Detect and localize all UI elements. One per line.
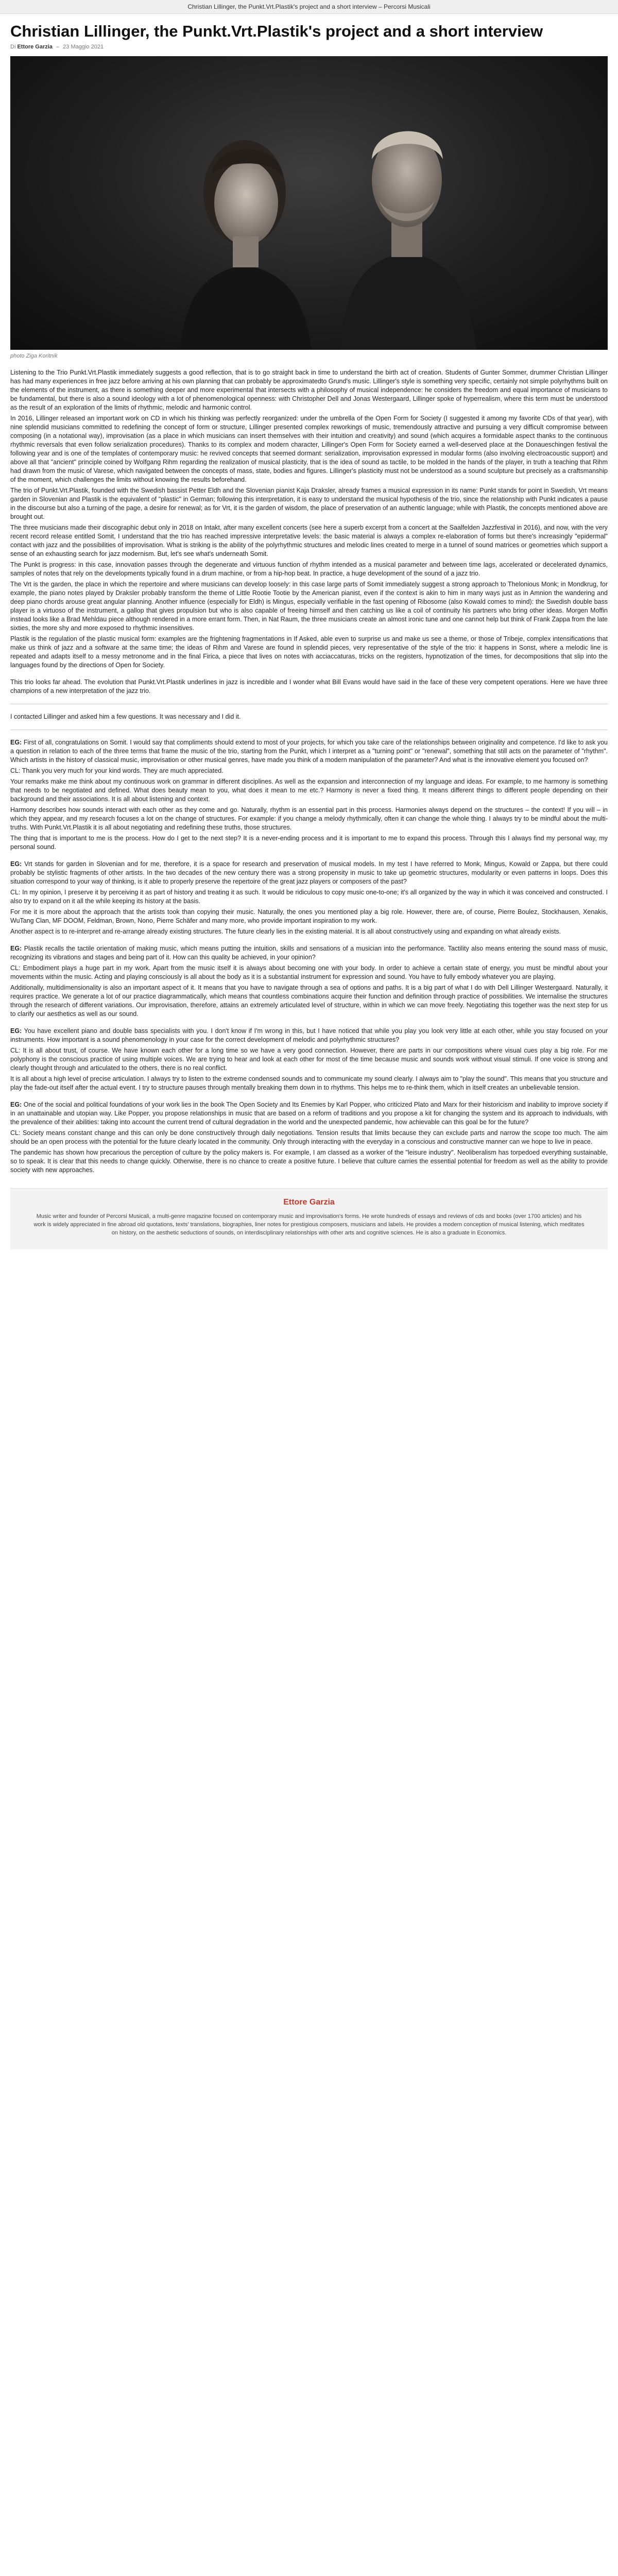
article-title: Christian Lillinger, the Punkt.Vrt.Plastik's project and a short interview xyxy=(10,22,543,40)
intro-paragraph: Plastik is the regulation of the plastic musical form: examples are the frightening fragmentations in If Asked, able even to surprise us and make us see a theme, or those of Tribeje, complex intensifications that make us think of jazz and a software at the same time; the ideas of Rihm and Varese are found in splendid pieces, very representative of the style of the trio: it happens in Sonst, where a melodic line is repeated and adapts itself to a messy metronome and in the final Firica, a piece that lives on notes with acciaccaturas, tricks on the registers, hypnotization of the times, for decompositions that slip into the languages found by the directions of Open for Society. xyxy=(10,635,608,669)
intro-paragraph: Listening to the Trio Punkt.Vrt.Plastik immediately suggests a good reflection, that is to go straight back in time to understand the birth act of creation. Students of Gunter Sommer, drummer Christian Lillinger has had many experiences in free jazz before arriving at his own planning that can probably be approximatedto Grund's music. Lillinger's style is something very specific, certainly not simple polyrhythms built on the elements of the instrument, as there is something deeper and more experimental that intersects with a philosophy of musical independence: he considers the freedom and equal importance of musicians to be fundamental, but there is also a sound ideology with a lot of phenomenological openness: with Christopher Dell and Jonas Westergaard, Lillinger spoke of hyperrealism, where this term must be understood as the result of an exploration of the limits of rhythmic, melodic and harmonic control. xyxy=(10,369,608,411)
author-box-name[interactable]: Ettore Garzia xyxy=(283,1198,335,1207)
question-tag: EG: xyxy=(10,1101,22,1108)
author-box-bio: Music writer and founder of Percorsi Musicali, a multi-genre magazine focused on contemporary music and improvisation's forms. He wrote hundreds of essays and reviews of cds and books (over 1700 articles) and his work is widely appreciated in fine abroad old quotations, texts' translations, biographies, liner notes for prestigious composers, musicians and labels. He provides a modern conception of musical listening, which meditates on history, on the aesthetic seductions of sounds, on interdisciplinary relationships with other arts and cognitive sciences. He is also a graduate in Economics. xyxy=(33,1213,585,1236)
article-body xyxy=(10,368,608,1175)
intro-paragraph: The trio of Punkt.Vrt.Plastik, founded with the Swedish bassist Petter Eldh and the Slovenian pianist Kaja Draksler, already frames a musical expression in its name: Punkt stands for point in Swedish, Vrt means garden in Slovenian and Plastik is the equivalent of "plastic" in German; following this interpretation, it is easy to understand the musical hypothesis of the trio, since the relationship with Punkt indicates a pause in the discourse but also a turning of the page, a desire for renewal; as for Vrt, it is the garden of wisdom, the place of preservation of an authentic language; while with Plastik, the concepts mentioned above are brought out. xyxy=(10,487,608,520)
interview-question xyxy=(10,1100,608,1127)
byline-separator: – xyxy=(56,44,60,50)
photo-caption: photo Ziga Koritnik xyxy=(10,353,58,359)
person-left-figure xyxy=(180,140,312,350)
publish-date: 23 Maggio 2021 xyxy=(63,44,104,50)
interview-answer: The thing that is important to me is the process. How do I get to the next step? It is a never-ending process and it is important to me to expand this process. Through this I always find my personal way, my personal sound. xyxy=(10,835,608,851)
author-box xyxy=(10,1188,608,1249)
author-link[interactable]: Ettore Garzia xyxy=(17,44,53,50)
question-tag: EG: xyxy=(10,1027,22,1035)
interview-answer: For me it is more about the approach that the artists took than copying their music. Naturally, the ones you mentioned play a big role. However, there are, of course, Pierre Boulez, Stockhausen, Xenakis, WuTang Clan, MF DOOM, Feldman, Brown, Nono, Pierre Schäfer and many more, who provide important inspiration to my work. xyxy=(10,908,608,924)
interview-question xyxy=(10,1027,608,1044)
byline-prefix: Di xyxy=(10,44,16,50)
interview-answer: CL: Thank you very much for your kind words. They are much appreciated. xyxy=(10,767,224,774)
question-tag: EG: xyxy=(10,945,22,952)
interview-answer: CL: In my opinion, I preserve it by perceiving it as part of history and treating it as such. It would be ridiculous to copy music one-to-one; it's all organized by the way in which it was conceived and constructed. I also try to expand on it all the while keeping its history at the basis. xyxy=(10,889,608,905)
intro-paragraph: In 2016, Lillinger released an important work on CD in which his thinking was perfectly reorganized: under the umbrella of the Open Form for Society (I suggested it among my favorite CDs of that year), with nine splendid musicians committed to redefining the concept of form or structure, Lillinger presented complex reworkings of music, tremendously attractive and pursuing a very difficult compromise between composing (in a notational way), improvisation (as a place in which musicians can insert themselves with their intuition and creativity) and sound (which acquires a formidable aspect thanks to the continuous rhythmic reversals that even follow serialization procedures). Thanks to its complex and modern character, Lillinger's Open Form for Society earned a well-deserved place at the Donaueschingen festival the following year and is one of the templates of contemporary music: he revived concepts that seemed dormant: serialization, improvisation expressed in modular forms (also involving electroacoustic support) and above all that "ancient" principle coined by Wolfgang Rihm regarding the realization of musical plasticity, that is the idea of sound as tactile, to be molded in the hands of the player, in truth a teaching that Rihm had drawn from the music of Varese, which navigated between the concepts of mass, state, bodies and figures. Lillinger's plasticity must not be understood as a sound sculpture but precisely as a craftsmanship of the moment, which challenges the limits without knowing the results beforehand. xyxy=(10,415,608,483)
intro-paragraph: The Punkt is progress: in this case, innovation passes through the degenerate and virtuous function of rhythm intended as a musical parameter and between time lags, accelerated or decelerated dynamics, samples of notes that rely on the developments typically found in a drum machine, or from a hip-hop beat. In practice, a huge development of the sound of a jazz trio. xyxy=(10,561,608,577)
intro-paragraph: The Vrt is the garden, the place in which the repertoire and where musicians can develop loosely: in this case large parts of Somit immediately suggest a strong approach to Thelonious Monk; in Mondkrug, for example, the piano notes played by Draksler probably transform the theme of Little Rootie Tootie by the American pianist, even if the context is akin to him in many ways just as in Amnion the wandering and deep piano chords arouse great angular planning. Another influence (especially for Eldh) is Mingus, especially verifiable in the fast opening of Ribosome (also Kowald comes to mind): the Swedish double bass player is a virtuoso of the instrument, a gallop that gives propulsion but who is also capable of freeing himself and then catching us like a coil of continuity his partners who bring other ideas. Morgen Moffin instead looks like a Brad Mehldau piece although rendered in a more errant form. Then, in Nat Raum, the three musicians create an almost ironic tune and one cannot help but think of Frank Zappa from the late sixties, the more shy and more exposed to rhythmic insensitives. xyxy=(10,581,608,632)
interview-answer: CL: It is all about trust, of course. We have known each other for a long time so we have a very good connection. However, there are parts in our compositions where visual cues play a big role. For me polyphony is the conscious practice of using multiple voices. We are trying to hear and look at each other for most of the time because music and sounds work without visual stimuli. If one voice is strong and clearly thought through and articulated to the others, there is no real conflict. xyxy=(10,1047,608,1072)
interview-answer: Your remarks make me think about my continuous work on grammar in different disciplines. As well as the expansion and interconnection of my language and ideas. For example, to me harmony is something that needs to be negotiated and defined. What does beauty mean to you, what does it mean to me etc.? Harmony is never a fixed thing. It means different things to different people depending on their background and their associations. It is all about listening and context. xyxy=(10,778,608,803)
interview-answer: Harmony describes how sounds interact with each other as they come and go. Naturally, rhythm is an essential part in this process. Harmonies always depend on the structures – the context! If you will – in which they appear, and my research focuses a lot on the change of structures. For example: if you change a melody rhythmically, often it can change the whole thing. I always try to be mindful about the multi-truths. With Punkt.Vrt.Plastik it is all about negotiating and redefining these truths, those structures. xyxy=(10,806,608,831)
question-text: Vrt stands for garden in Slovenian and for me, therefore, it is a space for research and preservation of musical models. In my test I have referred to Monk, Mingus, Kowald or Zappa, but there could probably be stylistic fragments of other artists. In the two decades of the new century there was a strong propensity in music to take up geometric structures, modularity or even patterns in loops. Does this situation correspond to your way of thinking, is it able to properly preserve the repertoire of the great jazz players or composers of the past? xyxy=(10,860,608,885)
interview-answer: CL: Society means constant change and this can only be done constructively through daily negotiations. Tension results that limits because they can exclude parts and narrow the scope too much. The aim should be an open process with the potential for the future clearly located in the community. Only through interacting with the everyday in a conscious and constructive manner can we hope to live in peace. xyxy=(10,1129,608,1145)
hero-photo-illustration xyxy=(10,56,608,350)
interview-question xyxy=(10,738,608,765)
question-tag: EG: xyxy=(10,739,22,746)
question-text: You have excellent piano and double bass specialists with you. I don't know if I'm wrong in this, but I have noticed that while you play you look very little at each other, while you stay focused on your instruments. How important is a sound phenomenology in your case for the correct development of melodic and polyrhythmic structures? xyxy=(10,1027,608,1043)
interview-answer: It is all about a high level of precise articulation. I always try to listen to the extreme condensed sounds and to communicate my sound clearly. I always aim to "play the sound". This means that you structure and play the fade-out itself after the actual event. I try to structure pauses through mentally breaking them down in to rhythms. This helps me to re-think them, which in itself creates an unbelievable tension. xyxy=(10,1075,608,1091)
question-text: First of all, congratulations on Somit. I would say that compliments should extend to most of your projects, for which you take care of the relationships between originality and competence. I'd like to ask you a question in relation to each of the three terms that frame the music of the trio, starting from the Punkt, which I interpret as a "turning point" or "renewal", something that still acts on the parameter of "rhythm". Which artists in the history of classical music, improvisation or other musical genres, have made you think of a modern manipulation of the parameter? And what is the innovative element you focused on? xyxy=(10,739,608,764)
intro-paragraph: The three musicians made their discographic debut only in 2018 on Intakt, after many excellent concerts (see here a superb excerpt from a concert at the Saalfelden Jazzfestival in 2016), and now, with the very recent record release entitled Somit, I understand that the trio has reached impressive interpretative levels: the basic material is always a complex re-elaboration of forms but there's increasingly "epidermal" contact with jazz and the possibilities of improvisation. What is striking is the ability of the polyrhythmic structures and melodic lines created to merge in a tunnel of sound matrices or geometries which support a sense of an exhausting search for jazz modernism. But, let's see what's underneath Somit. xyxy=(10,524,608,557)
interview-question xyxy=(10,944,608,962)
browser-tab-title: Christian Lillinger, the Punkt.Vrt.Plastik's project and a short interview – Percorsi Musicali xyxy=(0,0,618,14)
question-text: Plastik recalls the tactile orientation of making music, which means putting the intuition, skills and sensations of a musician into the performance. Tactility also means entering the sound mass of music, recognizing its vibrations and stages and being part of it. How can this quality be achieved, in your opinion? xyxy=(10,945,608,961)
interview-answer: Additionally, multidimensionality is also an important aspect of it. It means that you have to navigate through a sea of options and paths. It is a big part of what I do with Dell Lillinger Westergaard. Naturally, it requires practice. We generate a lot of our practice diagrammatically, which means that countless combinations acquire their function and definition through practice of possibilities. We internalise the structures through the research of different variations. Our improvisation, therefore, attains an extremely articulated level of structure, within in which we can move freely. Negotiating this together was the next step for us to clarify our aesthetics as well as our sound. xyxy=(10,984,608,1018)
interview-answer: Another aspect is to re-interpret and re-arrange already existing structures. The future clearly lies in the existing material. It is all about constructively using and expanding on what already exists. xyxy=(10,928,561,935)
interview-answer: CL: Embodiment plays a huge part in my work. Apart from the music itself it is always about becoming one with your body. In order to achieve a certain state of energy, you must be mindful about your movements within the music. Acting and playing consciously is all about the body as it is a substantial instrument for expression and sound. You have to fully embody whatever you are playing. xyxy=(10,964,608,980)
byline xyxy=(10,44,608,50)
person-right-figure xyxy=(340,131,476,350)
conclusion-paragraph: This trio looks far ahead. The evolution that Punkt.Vrt.Plastik underlines in jazz is incredible and I wonder what Bill Evans would have said in the face of these very competent operations. Here we have three champions of a new interpretation of the jazz trio. xyxy=(10,679,608,694)
question-text: One of the social and political foundations of your work lies in the book The Open Society and Its Enemies by Karl Popper, who criticized Plato and Marx for their historicism and inability to improve society if in an unattainable and utopian way. Like Popper, you propose relationships in music that are based on a reform of traditions and you propose a kit for changing the system and its approach to individuals, with the prevalence of their abilities: taking into account the current trend of cultural degradation in the world and the unexpected pandemic, how achievable can this goal be for the future? xyxy=(10,1101,608,1126)
question-tag: EG: xyxy=(10,860,22,868)
interview-intro: I contacted Lillinger and asked him a few questions. It was necessary and I did it. xyxy=(10,713,241,720)
hero-photo xyxy=(10,56,608,350)
interview-answer: The pandemic has shown how precarious the perception of culture by the policy makers is. For example, I am classed as a worker of the "leisure industry". Neoliberalism has torpedoed everything sustainable, so to speak. It is clear that this needs to change quickly. Otherwise, there is no chance to create a positive future. I believe that culture carries the essential potential for freedom as well as the ability to provide society with new approaches. xyxy=(10,1149,608,1174)
interview-question xyxy=(10,860,608,886)
